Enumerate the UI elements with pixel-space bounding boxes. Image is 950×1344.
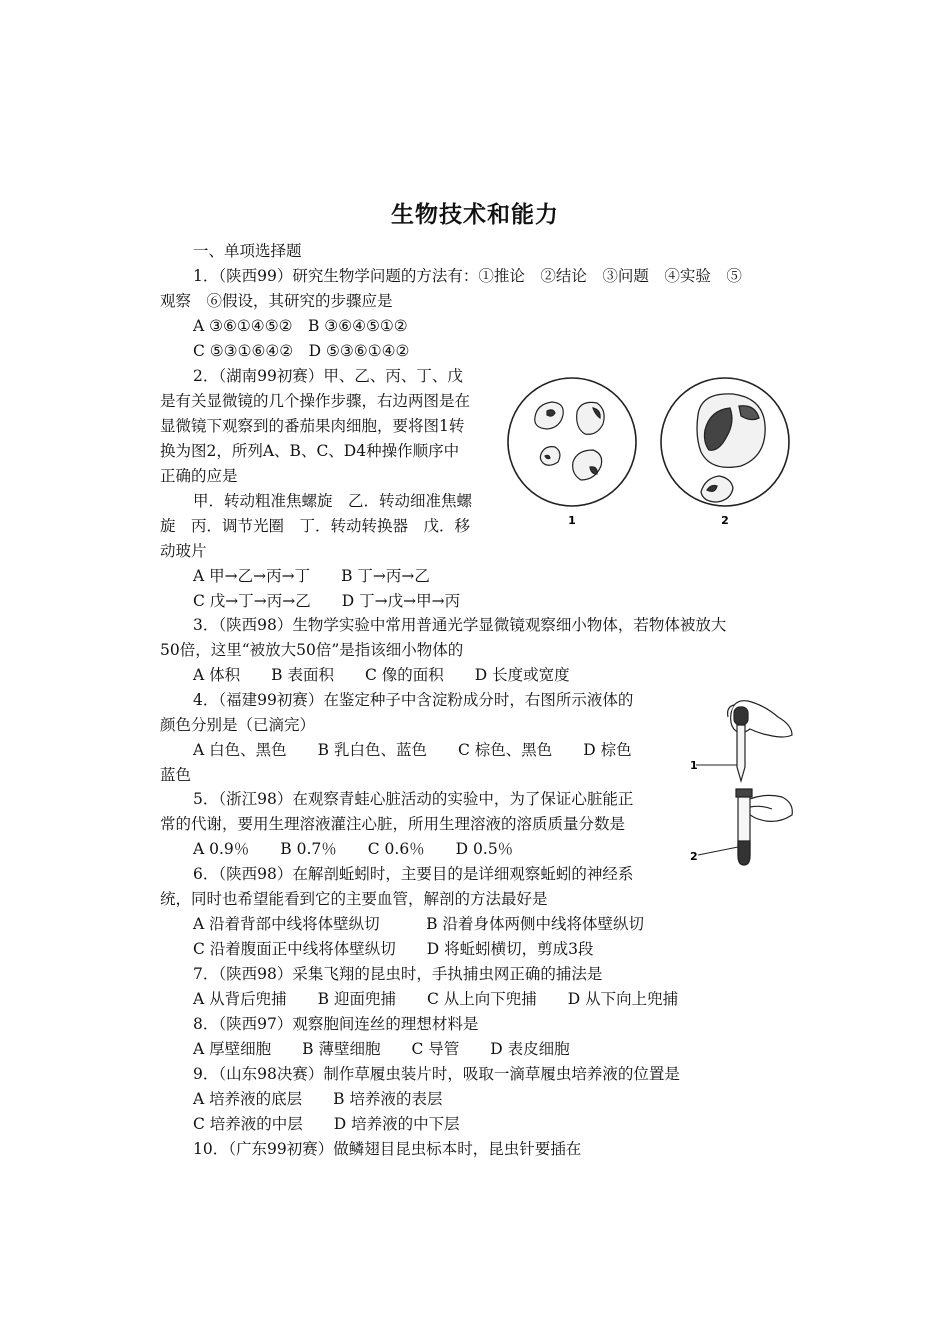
test-tube	[736, 789, 752, 865]
q2-line4: 换为图2，所列A、B、C、D4种操作顺序中	[160, 442, 460, 460]
q1-options-ab: A ③⑥①④⑤② B ③⑥④⑤①②	[193, 317, 408, 335]
q5-line2: 常的代谢，要用生理溶液灌注心脏，所用生理溶液的溶质质量分数是	[160, 815, 626, 833]
q2-line3: 显微镜下观察到的番茄果肉细胞，要将图1转	[160, 417, 465, 435]
hand-bottom	[748, 795, 792, 821]
q5-options: A 0.9％ B 0.7％ C 0.6％ D 0.5％	[193, 840, 514, 858]
q2-line1: 2．（湖南99初赛）甲、乙、丙、丁、戊	[193, 367, 463, 385]
dropper	[734, 707, 748, 781]
q2-line8: 动玻片	[160, 542, 207, 560]
q7-line1: 7．（陕西98）采集飞翔的昆虫时，手执捕虫网正确的捕法是	[193, 965, 603, 983]
field-of-view-1	[508, 378, 636, 506]
q2-line6: 甲．转动粗准焦螺旋 乙．转动细准焦螺	[193, 492, 473, 510]
q2-options-cd: C 戊→丁→丙→乙 D 丁→戊→甲→丙	[193, 592, 461, 610]
q2-line2: 是有关显微镜的几个操作步骤，右边两图是在	[160, 392, 471, 410]
q2-options-ab: A 甲→乙→丙→丁 B 丁→丙→乙	[193, 567, 430, 585]
q6-options-cd: C 沿着腹面正中线将体壁纵切 D 将蚯蚓横切，剪成3段	[193, 940, 594, 958]
q9-options-ab: A 培养液的底层 B 培养液的表层	[193, 1090, 443, 1108]
q8-line1: 8．（陕西97）观察胞间连丝的理想材料是	[193, 1015, 479, 1033]
q3-line2: 50倍，这里“被放大50倍”是指该细小物体的	[160, 641, 464, 659]
large-cells	[697, 394, 765, 502]
q1-options-cd: C ⑤③①⑥④② D ⑤③⑥①④②	[193, 342, 410, 360]
q8-options: A 厚壁细胞 B 薄壁细胞 C 导管 D 表皮细胞	[193, 1040, 570, 1058]
q5-line1: 5．（浙江98）在观察青蛙心脏活动的实验中，为了保证心脏能正	[193, 790, 634, 808]
q1-line2: 观察 ⑥假设，其研究的步骤应是	[160, 292, 393, 310]
figure-label-2: 2	[721, 514, 729, 527]
q2-line5: 正确的应是	[160, 467, 238, 485]
small-cells	[535, 402, 604, 480]
microscope-cells-figure	[505, 370, 805, 530]
q4-options: A 白色、黑色 B 乳白色、蓝色 C 棕色、黑色 D 棕色	[193, 741, 632, 759]
q3-line1: 3．（陕西98）生物学实验中常用普通光学显微镜观察细小物体，若物体被放大	[193, 616, 727, 634]
pointer-label-2: 2	[690, 850, 698, 863]
q3-options: A 体积 B 表面积 C 像的面积 D 长度或宽度	[193, 666, 570, 684]
q6-line2: 统，同时也希望能看到它的主要血管，解剖的方法最好是	[160, 890, 548, 908]
figure-label-1: 1	[568, 514, 576, 527]
q6-options-ab: A 沿着背部中线将体壁纵切 B 沿着身体两侧中线将体壁纵切	[193, 915, 644, 933]
section-heading: 一、单项选择题	[193, 242, 302, 260]
q9-options-cd: C 培养液的中层 D 培养液的中下层	[193, 1115, 460, 1133]
q4-line2: 颜色分别是（已滴完）	[160, 716, 316, 734]
q2-line7: 旋 丙．调节光圈 丁．转动转换器 戊．移	[160, 517, 471, 535]
dropper-testtube-figure	[688, 695, 800, 875]
q4-line1: 4．（福建99初赛）在鉴定种子中含淀粉成分时，右图所示液体的	[193, 691, 634, 709]
q7-options: A 从背后兜捕 B 迎面兜捕 C 从上向下兜捕 D 从下向上兜捕	[193, 990, 679, 1008]
pointer-label-1: 1	[690, 759, 698, 772]
q1-line1: 1．（陕西99）研究生物学问题的方法有：①推论 ②结论 ③问题 ④实验 ⑤	[193, 267, 742, 285]
q10-line1: 10．（广东99初赛）做鳞翅目昆虫标本时，昆虫针要插在	[193, 1140, 582, 1158]
page-title: 生物技术和能力	[391, 202, 559, 228]
q4-line3: 蓝色	[160, 766, 192, 784]
q9-line1: 9．（山东98决赛）制作草履虫装片时，吸取一滴草履虫培养液的位置是	[193, 1065, 680, 1083]
q6-line1: 6．（陕西98）在解剖蚯蚓时，主要目的是详细观察蚯蚓的神经系	[193, 865, 634, 883]
